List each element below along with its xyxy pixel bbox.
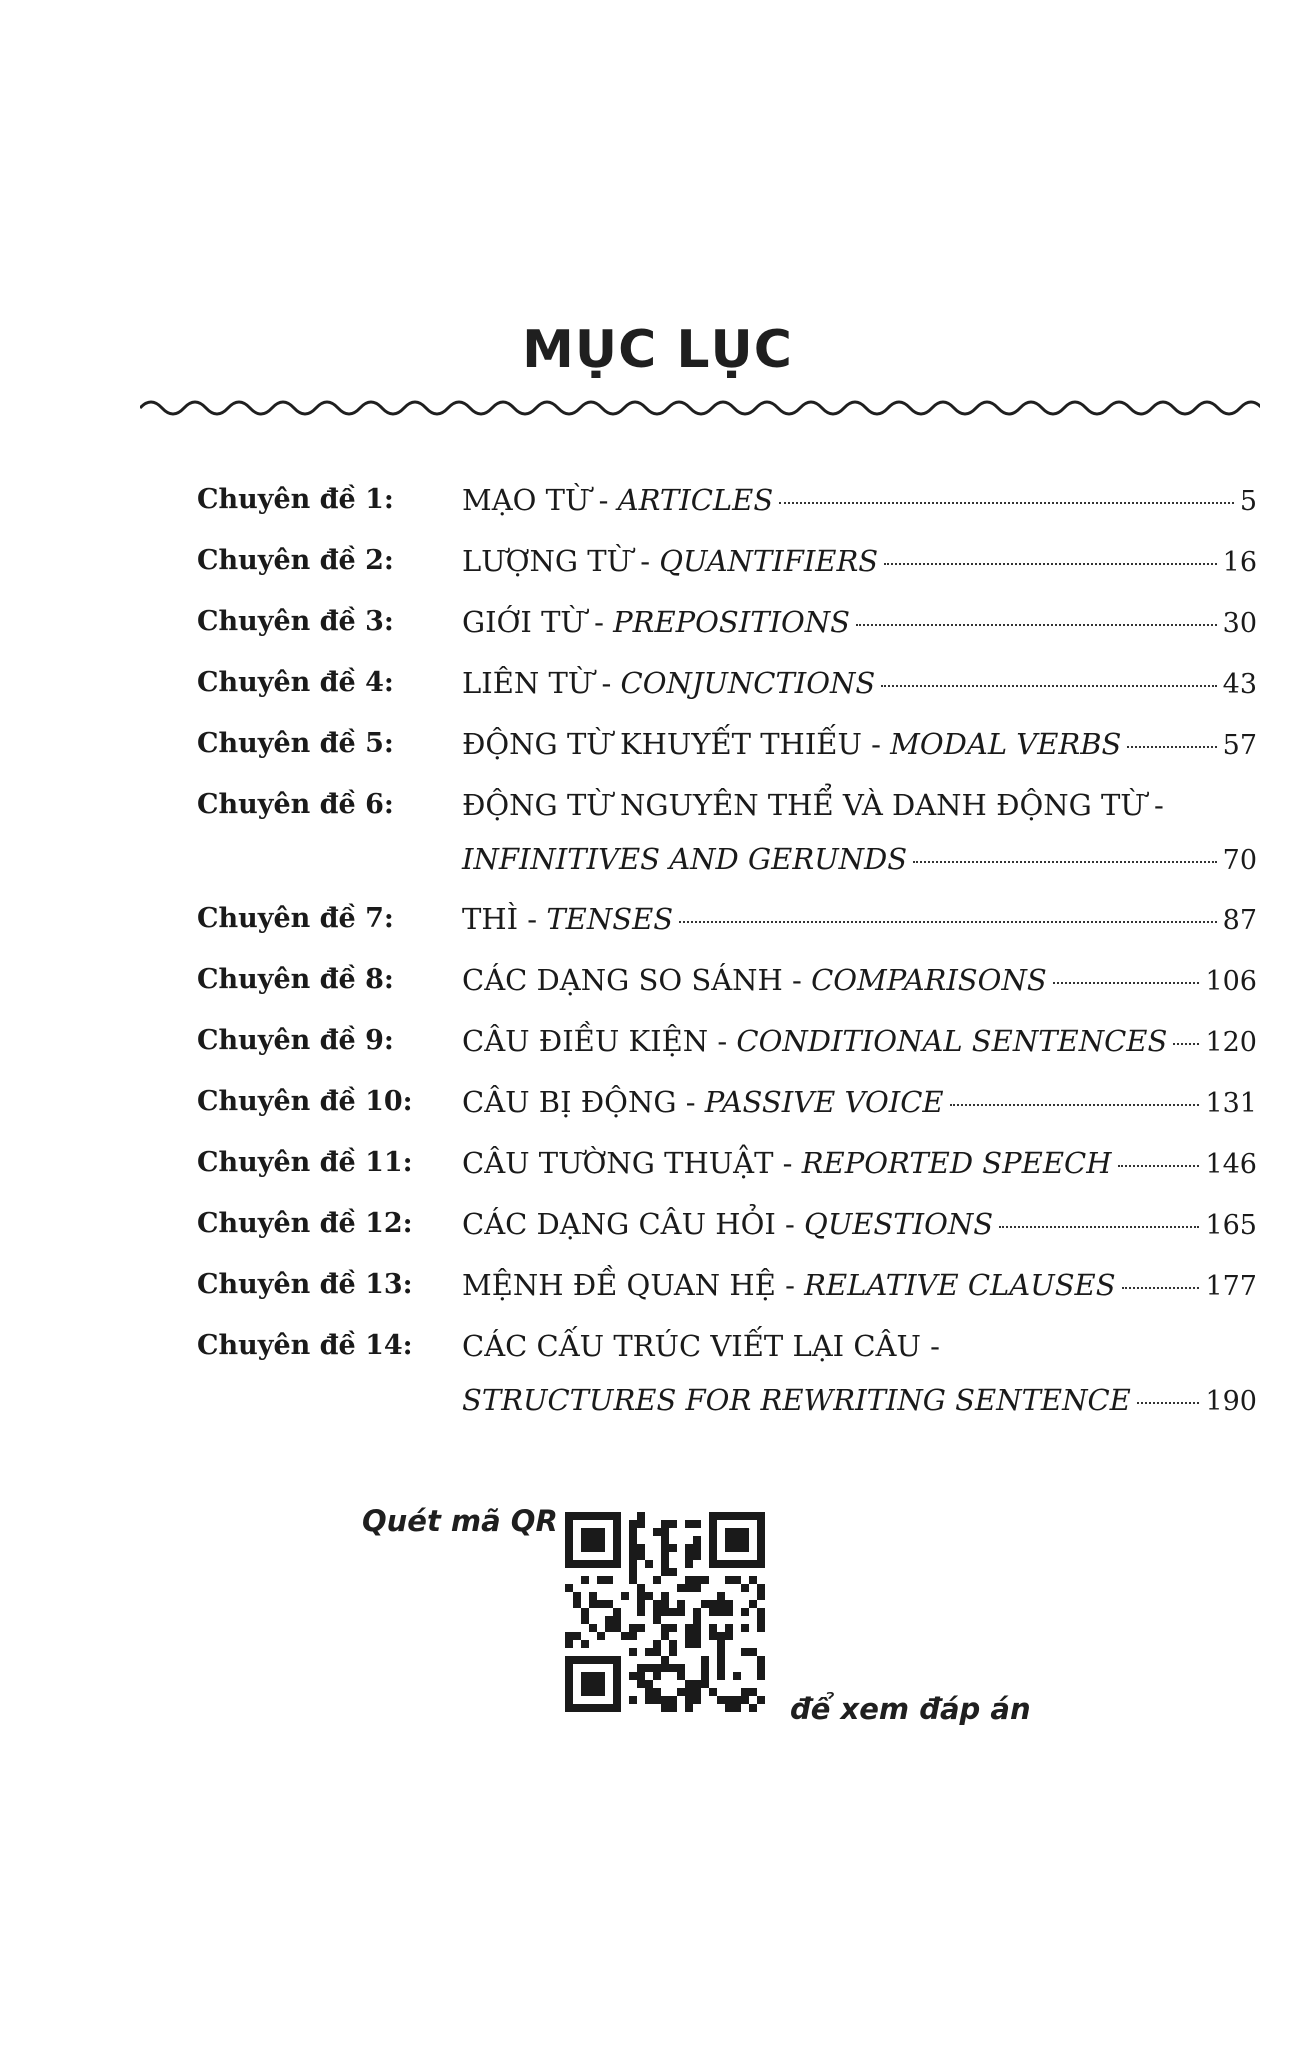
chapter-title-vi: ĐỘNG TỪ KHUYẾT THIẾU - xyxy=(462,727,891,761)
toc-row xyxy=(197,1141,1257,1202)
chapter-title-en: QUANTIFIERS xyxy=(659,544,879,578)
chapter-title-vi: LƯỢNG TỪ - xyxy=(462,544,660,578)
toc-row xyxy=(197,958,1257,1019)
dot-leader xyxy=(856,624,1217,626)
page-number: 5 xyxy=(1239,486,1257,517)
wavy-divider xyxy=(140,396,1260,420)
page-number: 146 xyxy=(1205,1149,1257,1180)
page-number: 43 xyxy=(1222,669,1257,700)
toc-row xyxy=(197,661,1257,722)
chapter-label: Chuyên đề 1: xyxy=(197,484,394,515)
chapter-label: Chuyên đề 13: xyxy=(197,1269,413,1300)
chapter-title-en: COMPARISONS xyxy=(811,963,1047,997)
chapter-title-vi: GIỚI TỪ - xyxy=(462,605,614,639)
page-number: 177 xyxy=(1205,1271,1257,1302)
chapter-label: Chuyên đề 10: xyxy=(197,1086,413,1117)
qr-label: Quét mã QR xyxy=(362,1504,558,1538)
chapter-title-vi: MẠO TỪ - xyxy=(462,483,618,517)
page-number: 30 xyxy=(1222,608,1257,639)
dot-leader xyxy=(881,685,1216,687)
chapter-label: Chuyên đề 3: xyxy=(197,606,394,637)
dot-leader xyxy=(913,861,1217,863)
toc-row xyxy=(197,1263,1257,1324)
dot-leader xyxy=(1137,1402,1200,1404)
chapter-label: Chuyên đề 4: xyxy=(197,667,394,698)
chapter-label: Chuyên đề 14: xyxy=(197,1330,413,1361)
page-number: 70 xyxy=(1222,845,1257,876)
chapter-title-en: INFINITIVES AND GERUNDS xyxy=(462,842,908,876)
chapter-title-en: PREPOSITIONS xyxy=(613,605,851,639)
dot-leader xyxy=(1122,1287,1200,1289)
chapter-title-en: REPORTED SPEECH xyxy=(801,1146,1112,1180)
chapter-title-vi: CÂU ĐIỀU KIỆN - xyxy=(462,1024,737,1058)
dot-leader xyxy=(1053,982,1200,984)
chapter-title-vi: CÂU BỊ ĐỘNG - xyxy=(462,1085,705,1119)
toc-row xyxy=(197,897,1257,958)
dot-leader xyxy=(999,1226,1199,1228)
page-number: 190 xyxy=(1205,1386,1257,1417)
chapter-title-en: CONJUNCTIONS xyxy=(620,666,876,700)
page-number: 120 xyxy=(1205,1027,1257,1058)
chapter-label: Chuyên đề 9: xyxy=(197,1025,394,1056)
chapter-title-vi: MỆNH ĐỀ QUAN HỆ - xyxy=(462,1268,805,1302)
toc-row xyxy=(197,600,1257,661)
chapter-label: Chuyên đề 2: xyxy=(197,545,394,576)
page-number: 106 xyxy=(1205,966,1257,997)
chapter-title-vi: CÁC DẠNG CÂU HỎI - xyxy=(462,1207,805,1241)
dot-leader xyxy=(1118,1165,1200,1167)
chapter-title-vi: CÂU TƯỜNG THUẬT - xyxy=(462,1146,802,1180)
toc-row xyxy=(197,783,1257,897)
page-number: 57 xyxy=(1222,730,1257,761)
chapter-title-en: ARTICLES xyxy=(617,483,774,517)
chapter-title-en: RELATIVE CLAUSES xyxy=(804,1268,1116,1302)
qr-code-icon xyxy=(565,1512,765,1712)
chapter-title-en: CONDITIONAL SENTENCES xyxy=(736,1024,1168,1058)
dot-leader xyxy=(1173,1043,1199,1045)
page-number: 131 xyxy=(1205,1088,1257,1119)
toc-row xyxy=(197,478,1257,539)
chapter-title-vi: CÁC CẤU TRÚC VIẾT LẠI CÂU - xyxy=(462,1329,940,1363)
dot-leader xyxy=(779,502,1234,504)
chapter-title-en: QUESTIONS xyxy=(804,1207,994,1241)
toc-row xyxy=(197,1324,1257,1438)
chapter-label: Chuyên đề 7: xyxy=(197,903,394,934)
page-number: 165 xyxy=(1205,1210,1257,1241)
page-title: MỤC LỤC xyxy=(522,320,793,380)
chapter-label: Chuyên đề 5: xyxy=(197,728,394,759)
dot-leader xyxy=(950,1104,1200,1106)
dot-leader xyxy=(1127,746,1216,748)
chapter-label: Chuyên đề 11: xyxy=(197,1147,413,1178)
qr-caption: để xem đáp án xyxy=(790,1692,1031,1726)
chapter-title-vi: CÁC DẠNG SO SÁNH - xyxy=(462,963,812,997)
chapter-title-vi: THÌ - xyxy=(462,902,547,936)
dot-leader xyxy=(679,921,1217,923)
chapter-label: Chuyên đề 6: xyxy=(197,789,394,820)
page-number: 87 xyxy=(1222,905,1257,936)
chapter-title-vi: ĐỘNG TỪ NGUYÊN THỂ VÀ DANH ĐỘNG TỪ - xyxy=(462,788,1164,822)
chapter-label: Chuyên đề 12: xyxy=(197,1208,413,1239)
chapter-title-vi: LIÊN TỪ - xyxy=(462,666,621,700)
toc-row xyxy=(197,722,1257,783)
chapter-title-en: PASSIVE VOICE xyxy=(704,1085,944,1119)
dot-leader xyxy=(884,563,1216,565)
chapter-title-en: MODAL VERBS xyxy=(890,727,1122,761)
toc-row xyxy=(197,1202,1257,1263)
toc-row xyxy=(197,539,1257,600)
page-number: 16 xyxy=(1222,547,1257,578)
chapter-label: Chuyên đề 8: xyxy=(197,964,394,995)
toc-row xyxy=(197,1019,1257,1080)
toc-list xyxy=(197,478,1257,1438)
toc-row xyxy=(197,1080,1257,1141)
chapter-title-en: TENSES xyxy=(546,902,674,936)
chapter-title-en: STRUCTURES FOR REWRITING SENTENCE xyxy=(462,1383,1131,1417)
